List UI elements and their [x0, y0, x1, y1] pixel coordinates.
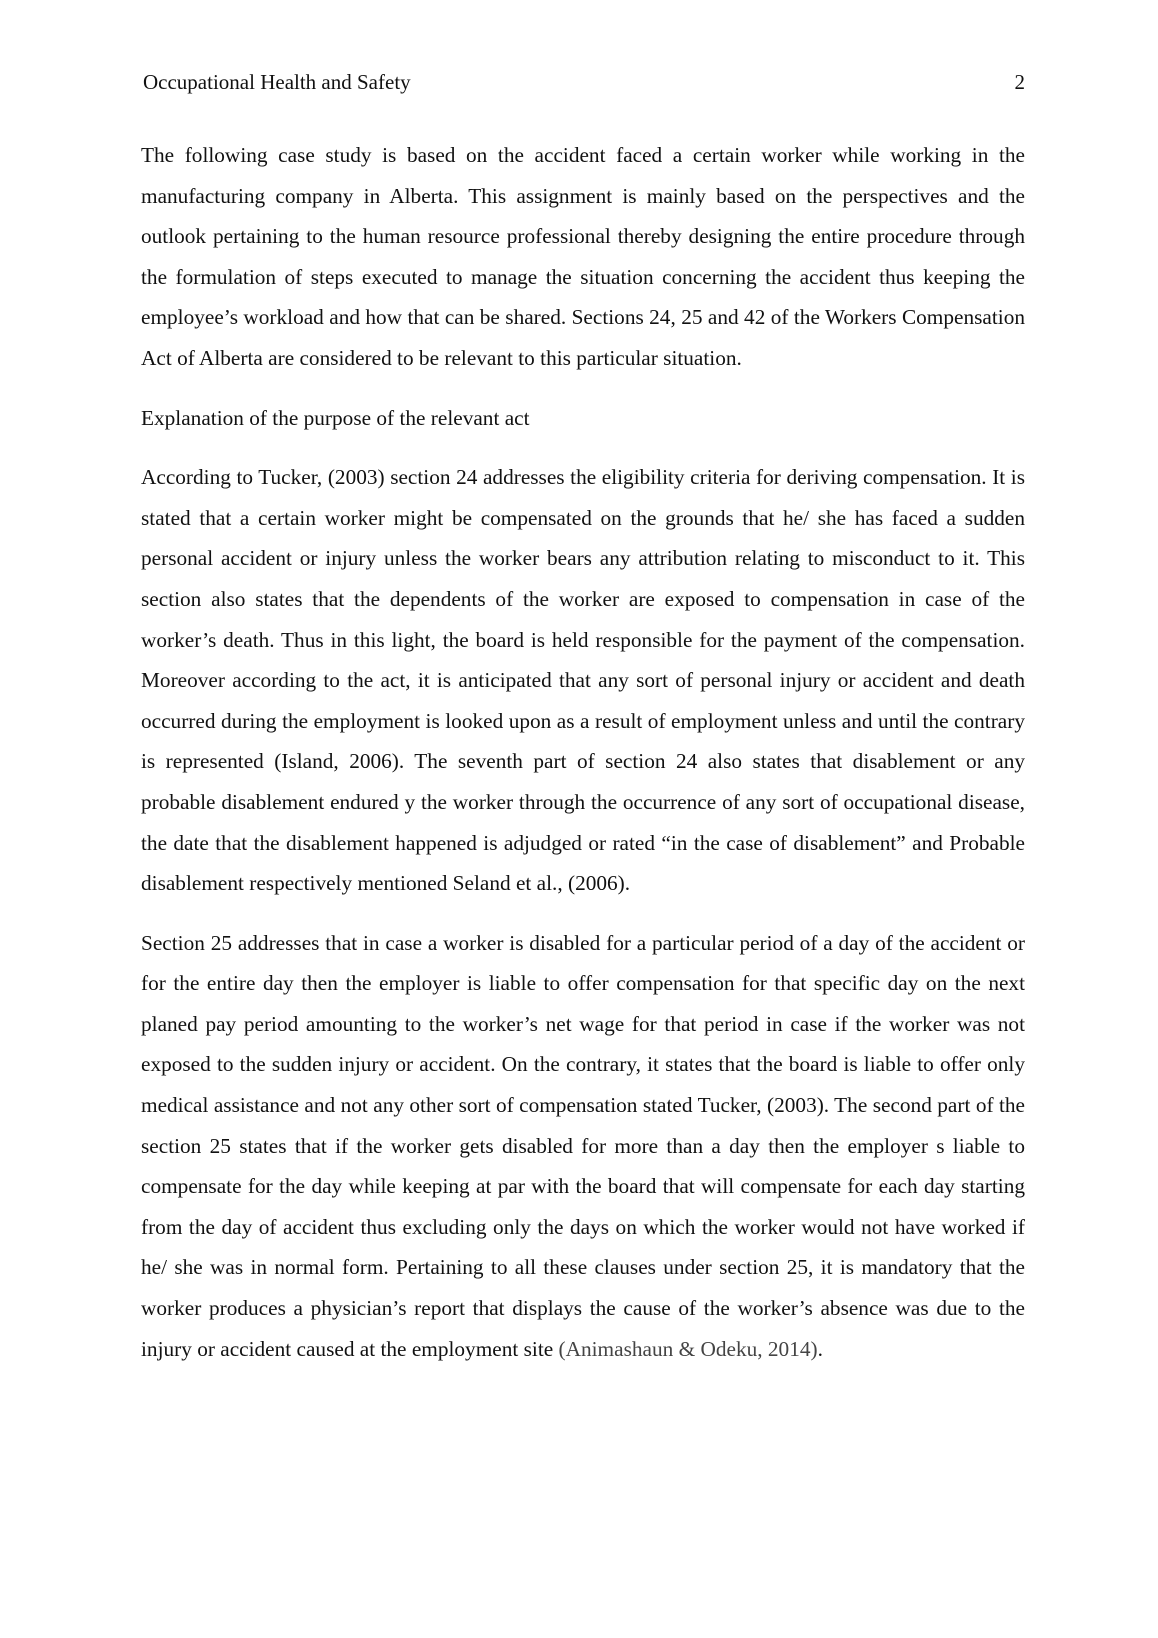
section24-paragraph: According to Tucker, (2003) section 24 addresses the eligibility criteria for deriving compensation. It is stated that a certain worker might be compensated on the grounds that he/ she has faced a sudden personal accident or injury unless the worker bears any attribution relating to misconduct to it. This section also states that the dependents of the worker are exposed to compensation in case of the worker’s death. Thus in this light, the board is held responsible for the payment of the compensation. Moreover according to the act, it is anticipated that any sort of personal injury or accident and death occurred during the employment is looked upon as a result of employment unless and until the contrary is represented (Island, 2006). The seventh part of section 24 also states that disablement or any probable disablement endured y the worker through the occurrence of any sort of occupational disease, the date that the disablement happened is adjudged or rated “in the case of disablement” and Probable disablement respectively mentioned Seland et al., (2006). [141, 465, 1025, 896]
section25-end: . [817, 1336, 823, 1361]
page-number: 2 [1014, 70, 1025, 94]
body-text [141, 135, 1025, 1388]
section-heading: Explanation of the purpose of the relevant act [141, 405, 530, 430]
running-head: Occupational Health and Safety [143, 70, 411, 94]
section25-citation: (Animashaun & Odeku, 2014) [558, 1336, 818, 1361]
intro-paragraph: The following case study is based on the accident faced a certain worker while working in the manufacturing company in Alberta. This assignment is mainly based on the perspectives and the outlook pertaining to the human resource professional thereby designing the entire procedure through the formulation of steps executed to manage the situation concerning the accident thus keeping the employee’s workload and how that can be shared. Sections 24, 25 and 42 of the Workers Compensation Act of Alberta are considered to be relevant to this particular situation. [141, 143, 1025, 370]
section25-paragraph [141, 923, 1025, 1370]
section25-text: Section 25 addresses that in case a worker is disabled for a particular period of a day of the accident or for the entire day then the employer is liable to offer compensation for that specific day on the next planed pay period amounting to the worker’s net wage for that period in case if the worker was not exposed to the sudden injury or accident. On the contrary, it states that the board is liable to offer only medical assistance and not any other sort of compensation stated Tucker, (2003). The second part of the section 25 states that if the worker gets disabled for more than a day then the employer s liable to compensate for the day while keeping at par with the board that will compensate for each day starting from the day of accident thus excluding only the days on which the worker would not have worked if he/ she was in normal form. Pertaining to all these clauses under section 25, it is mandatory that the worker produces a physician’s report that displays the cause of the worker’s absence was due to the injury or accident caused at the employment site [141, 930, 1025, 1361]
